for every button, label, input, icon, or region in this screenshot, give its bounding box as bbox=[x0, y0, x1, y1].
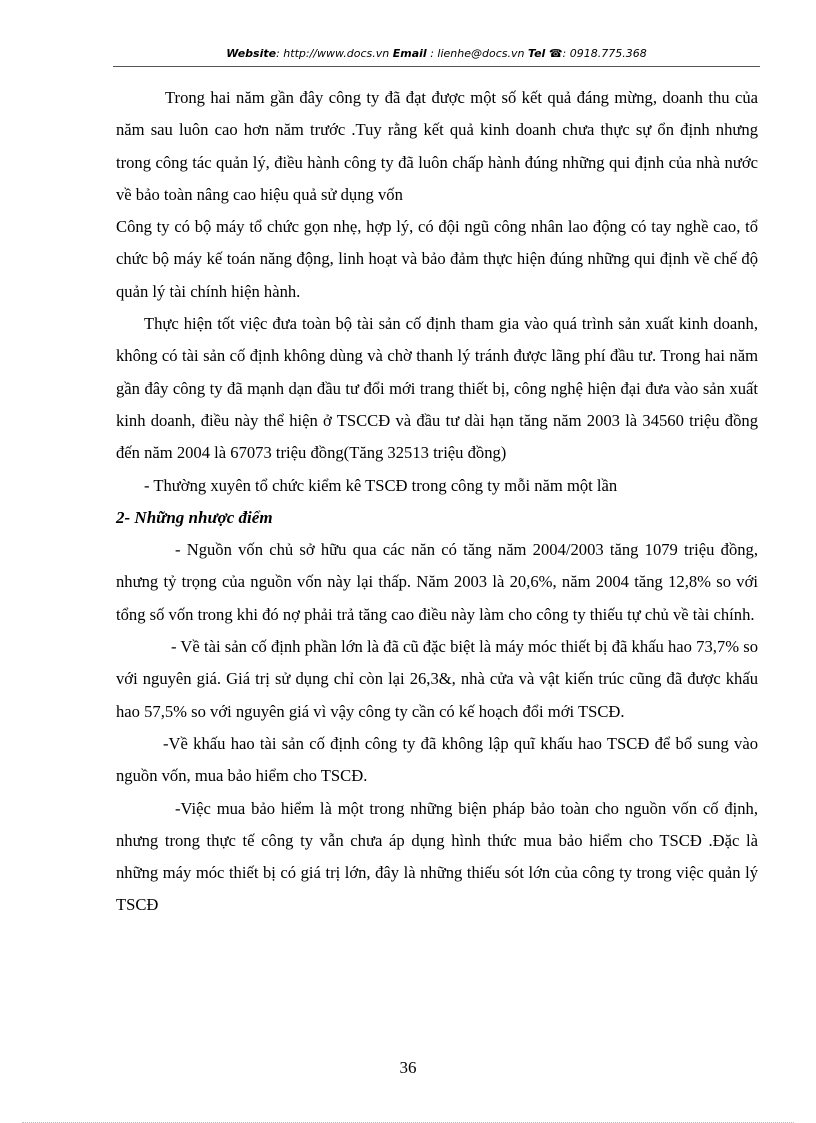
paragraph-inventory: - Thường xuyên tổ chức kiểm kê TSCĐ trong công ty mỗi năm một lần bbox=[144, 475, 618, 495]
paragraph-depreciation-fund: -Về khấu hao tài sản cố định công ty đã không lập quĩ khấu hao TSCĐ để bổ sung vào nguồn vốn, mua bảo hiểm cho TSCĐ. bbox=[116, 733, 758, 786]
website-label: Website bbox=[226, 47, 277, 60]
tel-value: : 0918.775.368 bbox=[562, 47, 647, 60]
email-label: Email bbox=[392, 47, 427, 60]
website-value: : http://www.docs.vn bbox=[276, 47, 390, 60]
header-divider bbox=[113, 66, 760, 67]
section-heading: 2- Những nhược điểm bbox=[116, 507, 273, 527]
paragraph-depreciation: - Về tài sản cố định phần lớn là đã cũ đặc biệt là máy móc thiết bị đã khấu hao 73,7% so với nguyên giá. Giá trị sử dụng chỉ còn lại 26,3&, nhà cửa và vật kiến trúc cũng đã được khấu hao 57,5% so với nguyên giá vì vậy công ty cần có kế hoạch đổi mới TSCĐ. bbox=[116, 637, 758, 721]
page-number: 36 bbox=[399, 1058, 417, 1077]
paragraph-organization: Công ty có bộ máy tổ chức gọn nhẹ, hợp lý, có đội ngũ công nhân lao động có tay nghề cao, tổ chức bộ máy kế toán năng động, linh hoạt và bảo đảm thực hiện đúng những qui định về chế độ quản lý tài chính hiện hành. bbox=[116, 217, 758, 301]
phone-icon: ☎ bbox=[548, 47, 563, 60]
email-value: : lienhe@docs.vn bbox=[430, 47, 525, 60]
paragraph-results: Trong hai năm gần đây công ty đã đạt được một số kết quả đáng mừng, doanh thu của năm sau luôn cao hơn năm trước .Tuy rằng kết quả kinh doanh chưa thực sự ổn định nhưng trong công tác quản lý, điều hành công ty đã luôn chấp hành đúng những qui định của nhà nước về bảo toàn nâng cao hiệu quả sử dụng vốn bbox=[116, 88, 758, 204]
tel-label: Tel bbox=[527, 47, 546, 60]
document-body bbox=[116, 82, 758, 922]
paragraph-insurance: -Việc mua bảo hiểm là một trong những biện pháp bảo toàn cho nguồn vốn cố định, nhưng trong thực tế công ty vẫn chưa áp dụng hình thức mua bảo hiểm cho TSCĐ .Đặc là những máy móc thiết bị có giá trị lớn, đây là những thiếu sót lớn của công ty trong việc quản lý TSCĐ bbox=[116, 798, 758, 915]
paragraph-fixed-assets: Thực hiện tốt việc đưa toàn bộ tài sản cố định tham gia vào quá trình sản xuất kinh doanh, không có tài sản cố định không dùng và chờ thanh lý tránh được lãng phí đầu tư. Trong hai năm gần đây công ty đã mạnh dạn đầu tư đổi mới trang thiết bị, công nghệ hiện đại đưa vào sản xuất kinh doanh, điều này thể hiện ở TSCCĐ và đầu tư dài hạn tăng năm 2003 là 34560 triệu đồng đến năm 2004 là 67073 triệu đồng(Tăng 32513 triệu đồng) bbox=[116, 314, 758, 463]
page-header bbox=[113, 47, 760, 60]
paragraph-equity: - Nguồn vốn chủ sở hữu qua các năn có tăng năm 2004/2003 tăng 1079 triệu đồng, nhưng tỷ trọng của nguồn vốn này lại thấp. Năm 2003 là 20,6%, năm 2004 tăng 12,8% so với tổng số vốn trong khi đó nợ phải trả tăng cao điều này làm cho công ty thiếu tự chủ về tài chính. bbox=[116, 540, 758, 624]
